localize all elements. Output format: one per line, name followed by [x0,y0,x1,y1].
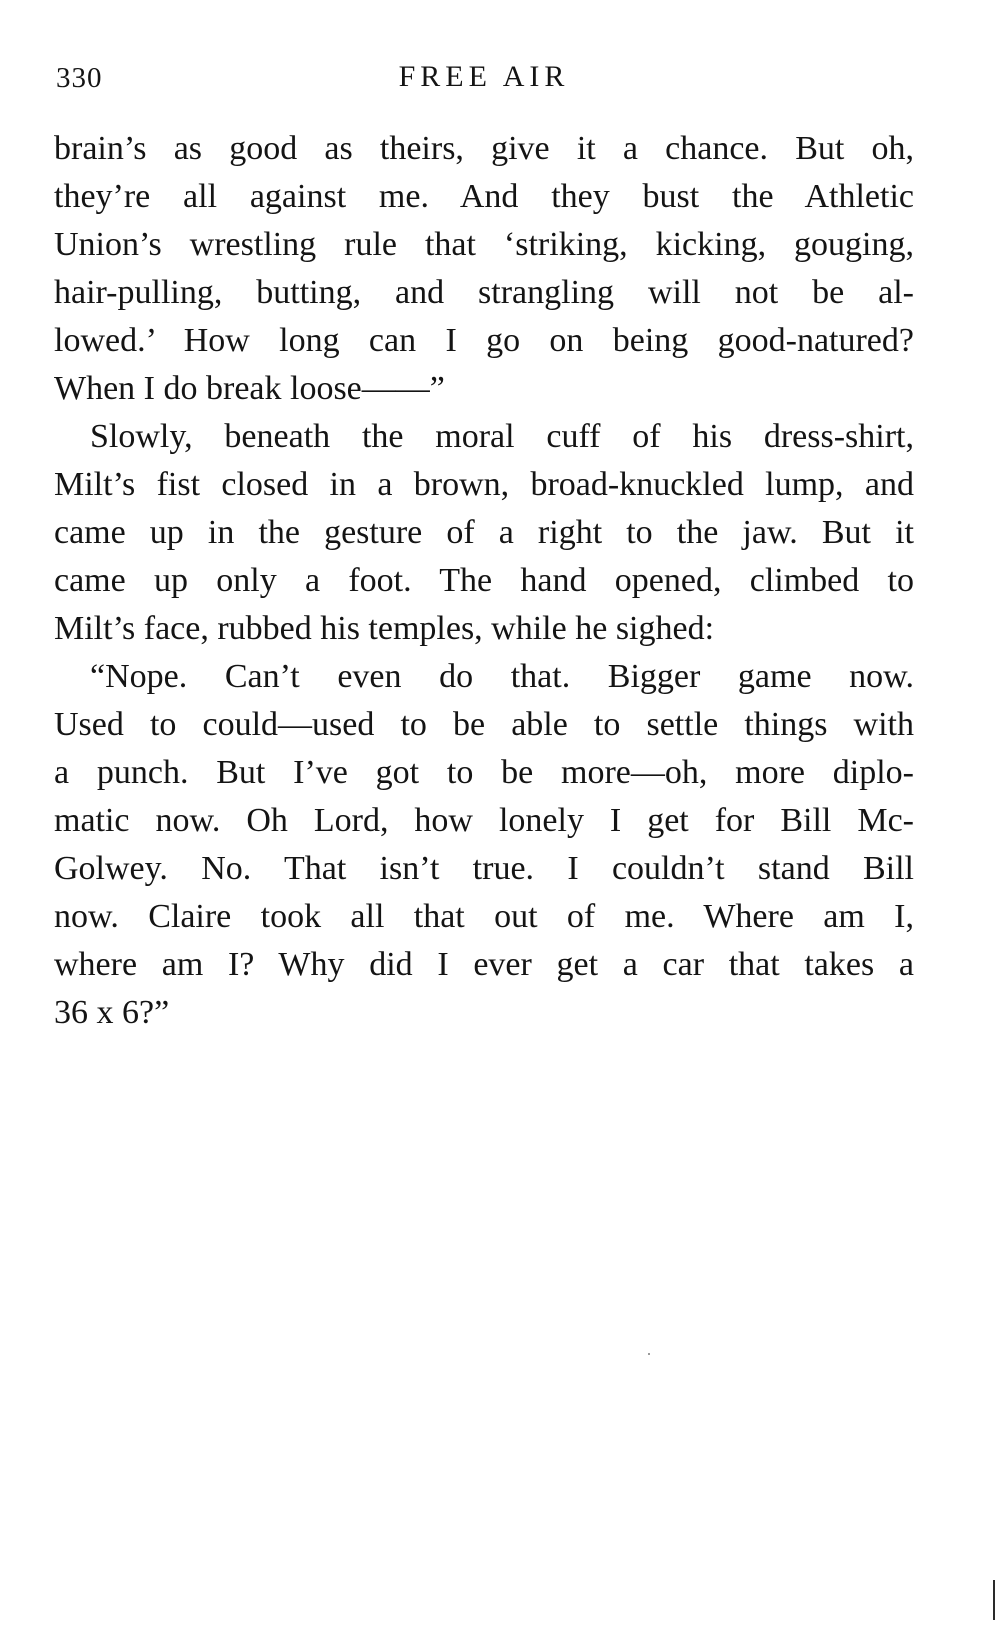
paper-speck [648,1353,650,1355]
text-line: Milt’s face, rubbed his temples, while he sighed: [54,610,715,647]
text-line: Used to could—used to be able to settle things with [54,706,914,743]
page-number: 330 [56,62,103,94]
text-line: came up only a foot. The hand opened, climbed to [54,562,914,599]
text-line: now. Claire took all that out of me. Where am I, [54,898,914,935]
text-line: hair-pulling, butting, and strangling will not be al- [54,274,914,311]
text-line: lowed.’ How long can I go on being good-natured? [54,322,914,359]
page-edge-mark [993,1580,995,1620]
paragraph-start-line: Slowly, beneath the moral cuff of his dress-shirt, [90,418,914,455]
paragraph-start-line: “Nope. Can’t even do that. Bigger game now. [90,658,914,695]
text-line: matic now. Oh Lord, how lonely I get for Bill Mc- [54,802,914,839]
text-line: Golwey. No. That isn’t true. I couldn’t stand Bill [54,850,914,887]
running-head [54,60,914,100]
text-line: 36 x 6?” [54,994,170,1031]
body-text [54,125,914,1037]
text-line: When I do break loose——” [54,370,445,407]
text-line: a punch. But I’ve got to be more—oh, more diplo- [54,754,914,791]
text-line: Union’s wrestling rule that ‘striking, kicking, gouging, [54,226,914,263]
text-line: Milt’s fist closed in a brown, broad-knuckled lump, and [54,466,914,503]
text-line: brain’s as good as theirs, give it a chance. But oh, [54,130,914,167]
running-title: FREE AIR [398,60,570,93]
text-line: where am I? Why did I ever get a car that takes a [54,946,914,983]
text-line: they’re all against me. And they bust the Athletic [54,178,914,215]
text-line: came up in the gesture of a right to the jaw. But it [54,514,914,551]
